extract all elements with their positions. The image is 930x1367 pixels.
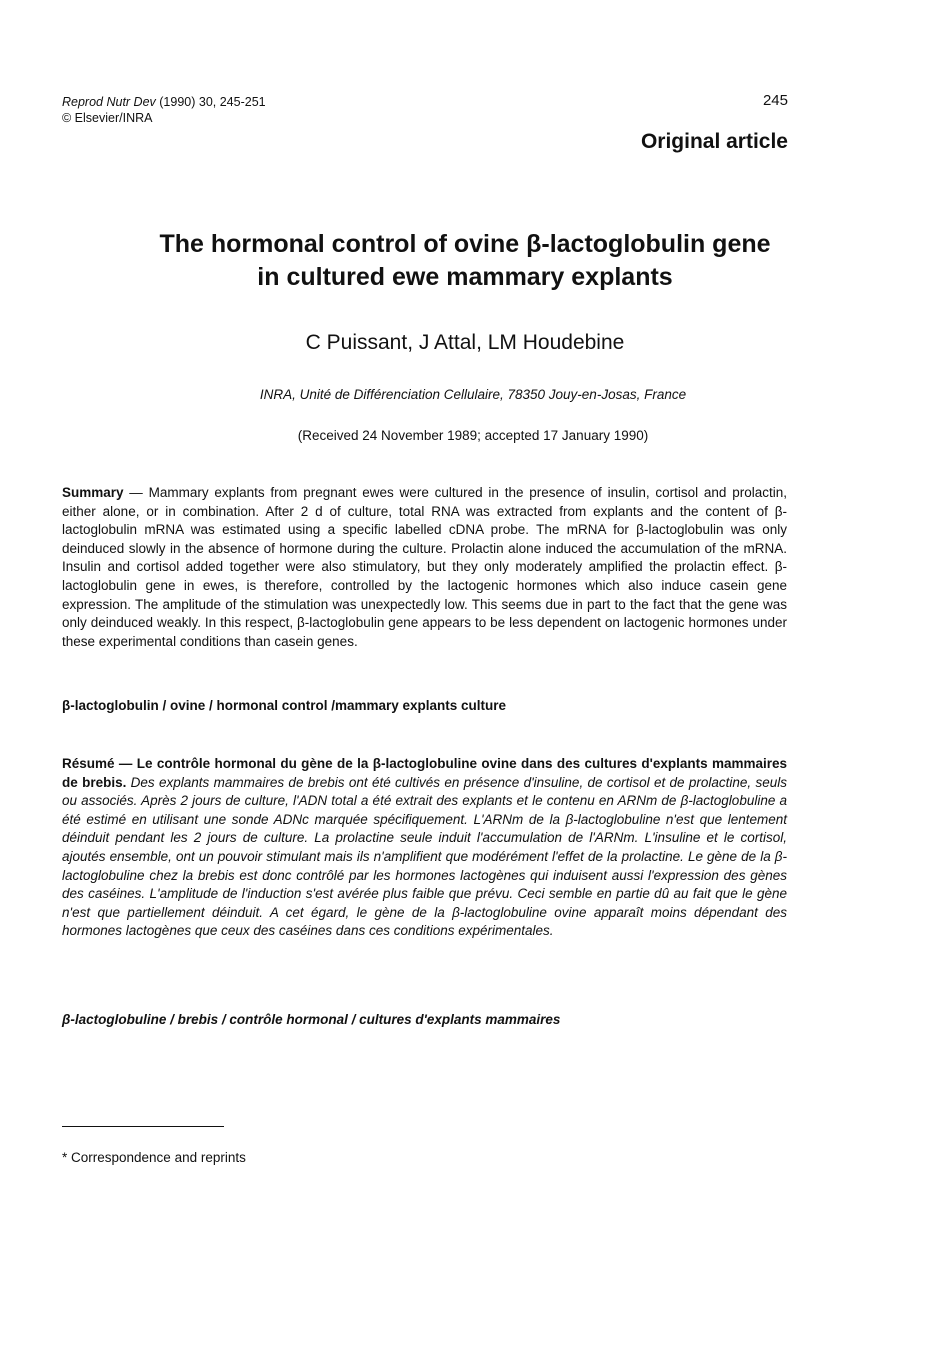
resume-text: Des explants mammaires de brebis ont été cultivés en présence d'insuline, de cortisol et de prolactine, seuls ou associés. Après 2 jours de culture, l'ADN total a été extrait des explants et le contenu en ARNm de β-lactoglobuline a été estimé en utilisant une sonde ADNc marquée spécifiquement. L'ARNm de la β-lactoglobuline n'est que lentement déinduit pendant les 2 jours de culture. La prolactine seule induit l'accumulation de l'ARNm. L'insuline et le cortisol, ajoutés ensemble, ont un pouvoir stimulant mais ils n'amplifient que modérément l'effet de la prolactine. Le gène de la β-lactoglobuline chez la brebis est donc contrôlé par les hormones lactogènes qui induisent aussi l'expression des gènes des caséines. L'amplitude de l'induction s'est avérée plus faible que prévu. Ceci semble en partie dû au fait que le gène n'est que partiellement déinduit. A cet égard, le gène de la β-lactoglobuline ovine apparaît moins dépendant des hormones lactogènes que ceux des caséines dans ces conditions expérimentales. [62, 774, 787, 939]
received-dates: (Received 24 November 1989; accepted 17 January 1990) [297, 428, 649, 443]
title-line-1: The hormonal control of ovine β-lactoglobulin gene [159, 230, 771, 258]
summary-label: Summary [62, 485, 124, 500]
journal-abbrev: Reprod Nutr Dev [62, 95, 156, 109]
journal-header [62, 94, 266, 126]
journal-volume-pages: (1990) 30, 245-251 [155, 95, 266, 109]
summary-paragraph [62, 484, 787, 651]
journal-citation [62, 94, 266, 110]
keywords-french: β-lactoglobuline / brebis / contrôle hormonal / cultures d'explants mammaires [62, 1012, 561, 1027]
article-type: Original article [640, 130, 788, 153]
title-line-2: in cultured ewe mammary explants [257, 263, 673, 291]
keywords-english: β-lactoglobulin / ovine / hormonal control /mammary explants culture [62, 698, 507, 713]
article-title [50, 228, 880, 294]
footnote: * Correspondence and reprints [62, 1150, 246, 1165]
resume-label: Résumé — Le contrôle hormonal du gène de la β-lactoglobuline ovine dans des cultures d'explants mammaires de brebis. [62, 756, 787, 790]
publisher: © Elsevier/INRA [62, 111, 153, 125]
authors: C Puissant, J Attal, LM Houdebine [305, 331, 625, 354]
summary-text: — Mammary explants from pregnant ewes were cultured in the presence of insulin, cortisol and prolactin, either alone, or in combination. After 2 d of culture, total RNA was extracted from explants and the content of β-lactoglobulin mRNA was estimated using a specific labelled cDNA probe. The mRNA for β-lactoglobulin was only deinduced slowly in the absence of hormone during the culture. Prolactin alone induced the accumulation of the mRNA. Insulin and cortisol added together were also stimulatory, but they only moderately amplified the prolactin effect. β-lactoglobulin gene in ewes, is therefore, controlled by the lactogenic hormones which also induce casein gene expression. The amplitude of the stimulation was unexpectedly low. This seems due in part to the fact that the gene was only deinduced weakly. In this respect, β-lactoglobulin gene appears to be less dependent on lactogenic hormones under these experimental conditions than casein genes. [62, 485, 787, 649]
page-number: 245 [762, 92, 788, 109]
resume-paragraph [62, 755, 787, 941]
footnote-divider [62, 1126, 224, 1127]
affiliation: INRA, Unité de Différenciation Cellulaire, 78350 Jouy-en-Josas, France [259, 387, 687, 402]
